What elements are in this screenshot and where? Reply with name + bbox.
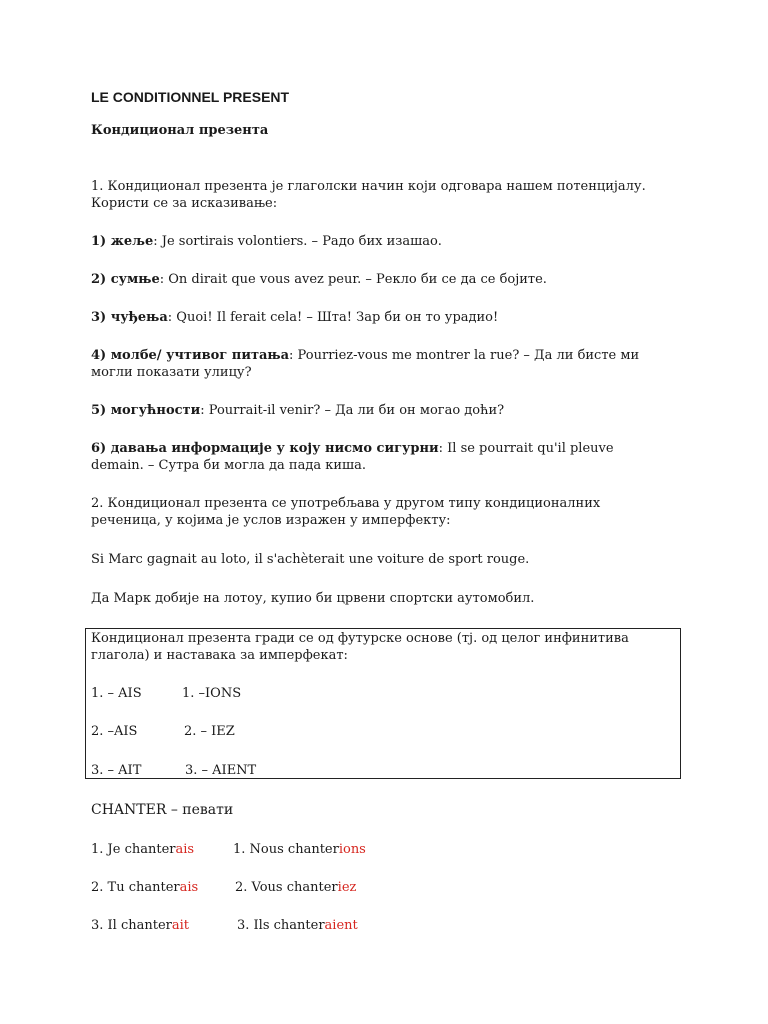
use-label: 1) жеље [91,234,154,249]
verb-meaning: – певати [166,802,234,818]
use-label: 5) могућности [91,403,201,418]
conj-ending: ais [179,880,199,895]
use-item-request [91,347,639,365]
page-subtitle: Кондиционал презента [91,123,269,138]
use-text: : Pourrait-il venir? – Да ли би он могао доћи? [200,403,505,418]
conj-plural-stem: 2. Vous chanter [235,880,338,895]
use-text: : Quoi! Il ferait cela! – Шта! Зар би он то урадио! [167,310,499,325]
conj-plural [235,879,356,897]
example-french: Si Marc gagnait au loto, il s'achèterait une voiture de sport rouge. [91,552,530,567]
ending-row [91,762,257,780]
use-item-surprise [91,309,498,327]
formation-line-1: Кондиционал презента гради се од футурске основе (тј. од целог инфинитива [91,631,629,646]
use-item-uncertain-info-cont: demain. – Сутра би могла да пада киша. [91,458,366,473]
chanter-heading [91,801,233,819]
ending-singular: 1. – AIS [91,686,142,701]
example-serbian: Да Марк добије на лотоу, купио би црвени спортски аутомобил. [91,591,535,606]
use-label: 4) молбе/ учтивог питања [91,348,290,363]
ending-plural: 3. – AIENT [185,763,257,778]
conj-plural-stem: 3. Ils chanter [237,918,325,933]
conj-plural-ending: ions [338,842,366,857]
intro-line-1: 1. Кондиционал презента је глаголски начин који одговара нашем потенцијалу. [91,179,646,194]
conj-plural-stem: 1. Nous chanter [233,842,339,857]
use-item-uncertain-info [91,440,614,458]
page-title: LE CONDITIONNEL PRESENT [91,89,290,105]
ending-plural: 2. – IEZ [184,724,235,739]
use-item-doubt [91,271,547,289]
use-text: : On dirait que vous avez peur. – Рекло би се да се бојите. [159,272,547,287]
use-text: : Je sortirais volontiers. – Радо бих изашао. [153,234,442,249]
conj-plural [233,841,366,859]
conj-stem: chanter [124,842,176,857]
use-item-possibility [91,402,504,420]
conj-prefix: 2. Tu chanter [91,880,180,895]
use-item-request-cont: могли показати улицу? [91,365,252,380]
conjugation-row [91,917,358,935]
second-use-line-1: 2. Кондиционал презента се употребљава у другом типу кондиционалних [91,496,601,511]
conjugation-row [91,879,357,897]
verb-name: CHANTER [91,802,167,818]
conjugation-row [91,841,366,859]
ending-plural: 1. –IONS [182,686,242,701]
ending-row [91,723,235,741]
second-use-line-2: реченица, у којима је услов изражен у имперфекту: [91,513,451,528]
conj-ending: ait [171,918,190,933]
use-label: 6) давања информације у коју нисмо сигурни [91,441,439,456]
use-item-wish [91,233,442,251]
use-text: : Il se pourrait qu'il pleuve [438,441,614,456]
conj-plural [237,917,358,935]
use-text: : Pourriez-vous me montrer la rue? – Да ли бисте ми [289,348,640,363]
intro-line-2: Користи се за исказивање: [91,196,278,211]
ending-singular: 3. – AIT [91,763,142,778]
formation-line-2: глагола) и наставака за имперфекат: [91,648,348,663]
use-label: 3) чуђења [91,310,168,325]
conj-prefix: 1. Je [91,842,125,857]
conj-plural-ending: aient [324,918,358,933]
conj-ending: ais [175,842,195,857]
use-label: 2) сумње [91,272,160,287]
ending-row [91,685,242,703]
conj-plural-ending: iez [337,880,357,895]
conj-prefix: 3. Il chanter [91,918,172,933]
ending-singular: 2. –AIS [91,724,138,739]
